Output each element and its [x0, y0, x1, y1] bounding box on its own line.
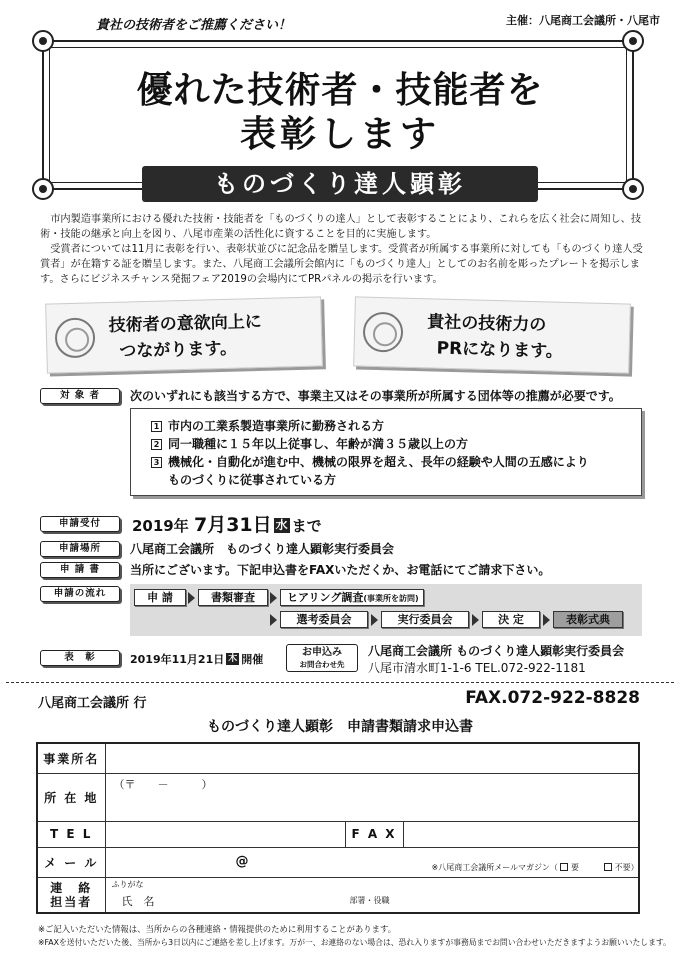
award-date: [130, 651, 263, 667]
condition-text: ものづくりに従事されている方: [168, 473, 337, 487]
award-date-text: 2019年11月21日: [130, 653, 225, 666]
checkbox-icon[interactable]: [560, 863, 568, 871]
magazine-note: ※八尾商工会議所メールマガジン（: [431, 862, 558, 872]
fax-label: F A X: [345, 821, 403, 847]
ornament-icon: [622, 178, 644, 200]
contact-person-label: [37, 877, 105, 913]
contact-label: お申込み: [302, 647, 342, 658]
condition-text: 機械化・自動化が進む中、機械の限界を超え、長年の経験や人間の五感により: [168, 455, 589, 469]
email-label: メ ー ル: [37, 847, 105, 877]
deadline-suffix: まで: [291, 517, 322, 535]
arrow-right-icon: [472, 614, 479, 626]
intro-paragraph: 市内製造事業所における優れた技術・技能者を「ものづくりの達人」として表彰することにより、これらを広く社会に周知し、技術・技能の継承と向上を図り、八尾市産業の活性化に資することを目的に実施します。: [40, 214, 642, 240]
email-field[interactable]: [105, 847, 639, 877]
condition-text: 市内の工業系製造事業所に勤務される方: [168, 419, 385, 433]
place-text: 八尾商工会議所 ものづくり達人顕彰実行委員会: [130, 542, 395, 556]
ornament-icon: [32, 178, 54, 200]
benefit-card: [45, 296, 323, 373]
tagline: 貴社の技術者をご推薦ください！: [96, 18, 292, 33]
checkbox-icon[interactable]: [604, 863, 612, 871]
company-field[interactable]: [105, 743, 639, 773]
intro-text: [40, 212, 646, 287]
flow-step-final: 表彰式典: [553, 611, 623, 628]
arrow-right-icon: [270, 614, 277, 626]
organizer: 主催：八尾商工会議所・八尾市: [506, 14, 660, 27]
magazine-yes: 要: [570, 862, 579, 872]
deadline-year: 2019年: [132, 517, 189, 535]
note-line: ※ご記入いただいた情報は、当所からの各種連絡・情報提供のために利用することがあります。: [38, 924, 397, 934]
event-name-banner: ものづくり達人顕彰: [142, 166, 538, 202]
tel-label: T E L: [37, 821, 105, 847]
flow-step: 書類審査: [198, 589, 268, 606]
postal-hint: （〒 － ）: [113, 777, 213, 791]
arrow-right-icon: [188, 592, 195, 604]
flow-step: 申 請: [134, 589, 186, 606]
tel-field[interactable]: [105, 821, 345, 847]
magazine-no: 不要）: [614, 862, 639, 872]
place-label: 申請場所: [40, 541, 120, 557]
intro-paragraph: 受賞者については11月に表彰を行い、表彰状並びに記念品を贈呈します。受賞者が所属する事業所に対しても「ものづくり達人受賞者」が在籍する証を贈呈します。また、八尾商工会議所会館内に「ものづくり達人」としてのお名前を彫ったプレートを掲示します。さらにビジネスチャンス発掘フェア2019の会場内にてPRパネルの掲示を行います。: [40, 244, 643, 285]
arrow-right-icon: [270, 592, 277, 604]
benefit-line: つながります。: [119, 338, 238, 362]
form-title: ものづくり達人顕彰 申請書類請求申込書: [207, 719, 473, 735]
flow-step: 実行委員会: [381, 611, 469, 628]
award-label: 表 彰: [40, 650, 120, 666]
main-title-line1: 優れた技術者・技能者を: [136, 70, 544, 111]
award-weekday: 木: [228, 654, 238, 664]
contact-sublabel: お問合わせ先: [299, 660, 345, 669]
contact-person-label-1: 連 絡: [50, 880, 93, 895]
target-label: 対 象 者: [40, 388, 120, 404]
document-label: 申 請 書: [40, 562, 120, 578]
flow-step: ヒアリング調査: [287, 591, 364, 604]
fax-field[interactable]: [403, 821, 639, 847]
notes: [38, 922, 671, 950]
ornament-icon: [32, 30, 54, 52]
deadline-weekday: 水: [275, 518, 288, 532]
dept-label: 部署・役職: [349, 895, 390, 905]
benefit-line: 貴社の技術力の: [427, 312, 547, 336]
fax-recipient: 八尾商工会議所 行: [38, 696, 147, 711]
arrow-right-icon: [543, 614, 550, 626]
target-text: 次のいずれにも該当する方で、事業主又はその事業所が所属する団体等の推薦が必要です。: [130, 389, 621, 403]
main-title-line2: 表彰します: [239, 114, 440, 155]
contact-person-label-2: 担当者: [50, 894, 93, 909]
condition-text: 同一職種に１５年以上従事し、年齢が満３５歳以上の方: [168, 437, 469, 451]
award-date-suffix: 開催: [241, 653, 264, 666]
contact-address: 八尾市清水町1-1-6 TEL.072-922-1181: [368, 661, 586, 675]
rose-icon: [55, 317, 96, 358]
flow-step: 決 定: [482, 611, 540, 628]
arrow-right-icon: [371, 614, 378, 626]
ornament-icon: [622, 30, 644, 52]
deadline-label: 申請受付: [40, 516, 120, 532]
request-form: [36, 742, 640, 914]
address-label: 所 在 地: [37, 773, 105, 821]
at-mark: @: [235, 853, 249, 869]
cut-line: [6, 682, 674, 683]
contact-person-field[interactable]: [105, 877, 639, 913]
condition-number: 1: [151, 421, 162, 432]
document-text: 当所にございます。下記申込書をFAXいただくか、お電話にてご請求下さい。: [130, 563, 551, 577]
benefit-line: PRになります。: [436, 338, 564, 362]
flow-step: 選考委員会: [280, 611, 368, 628]
contact-tag: [286, 644, 358, 672]
deadline-date: 7月31日: [193, 514, 272, 536]
hearing-note: (事業所を訪問): [363, 594, 419, 603]
flow-step-hearing: [280, 589, 424, 606]
note-line: ※FAXを送付いただいた後、当所から3日以内にご連絡を差し上げます。万が一、お連絡のない場合は、恐れ入りますが事務局までお問い合わせいただきますようお願いいたします。: [38, 938, 671, 947]
magazine-option: [432, 862, 639, 873]
rose-icon: [363, 312, 404, 353]
requirements-box: [130, 408, 642, 496]
contact-org: 八尾商工会議所 ものづくり達人顕彰実行委員会: [368, 644, 625, 658]
deadline: [132, 510, 322, 537]
name-label: 氏 名: [121, 894, 155, 908]
address-field[interactable]: [105, 773, 639, 821]
flow-label: 申請の流れ: [40, 586, 120, 602]
furigana-label: ふりがな: [111, 879, 144, 889]
company-label: 事業所名: [37, 743, 105, 773]
fax-number: FAX.072-922-8828: [465, 688, 640, 708]
benefit-card: [353, 296, 631, 373]
benefit-line: 技術者の意欲向上に: [108, 311, 262, 336]
condition-number: 2: [151, 439, 162, 450]
condition-number: 3: [151, 457, 162, 468]
